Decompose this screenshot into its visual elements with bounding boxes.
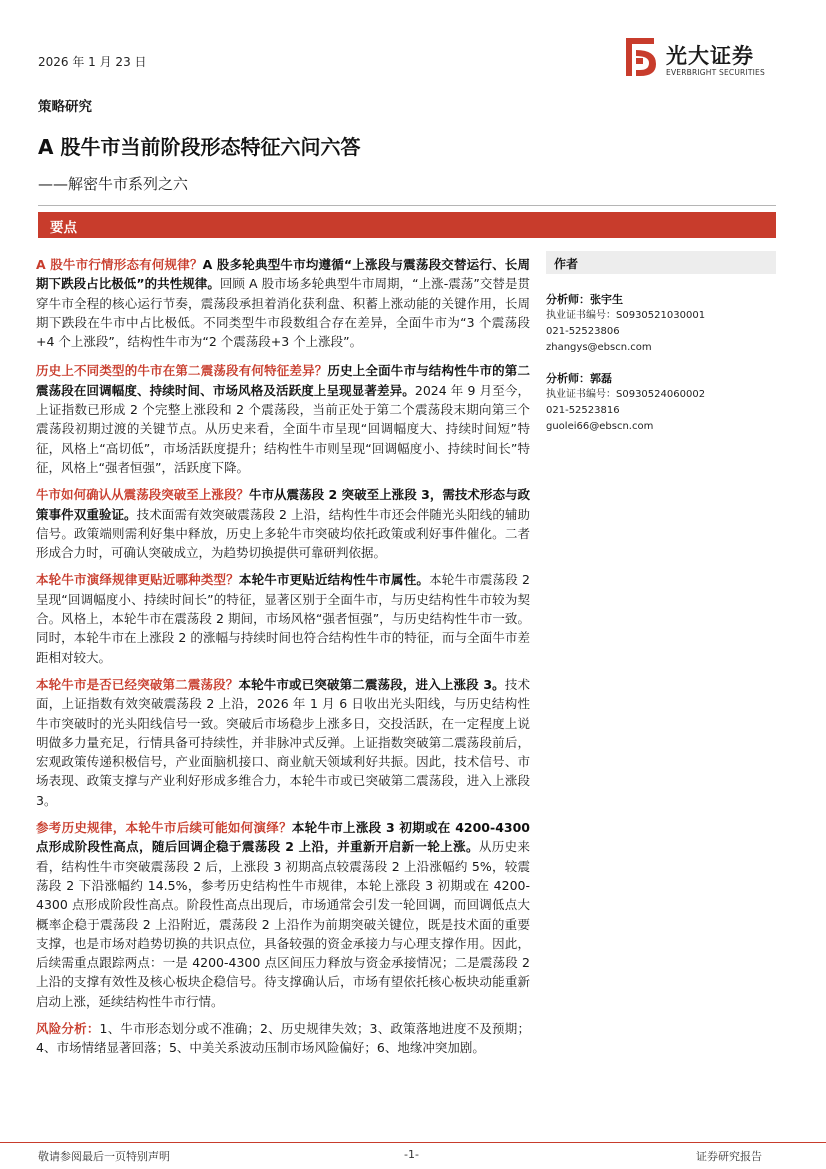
author-phone: 021-52523806: [546, 326, 620, 337]
key-question: 本轮牛市是否已经突破第二震荡段？: [36, 676, 239, 692]
header-divider: [38, 205, 776, 206]
report-date: 2026 年 1 月 23 日: [38, 55, 147, 69]
logo-name-en: EVERBRIGHT SECURITIES: [666, 68, 765, 77]
author-name: 分析师：张宇生: [546, 293, 623, 306]
section-label: 要点: [50, 220, 77, 236]
everbright-logo-icon: [626, 36, 660, 80]
key-body: 技术面需有效突破震荡段 2 上沿，结构性牛市还会伴随光头阳线的辅助信号。政策端则需利好集中释放，历史上多轮牛市突破均依托政策或利好事件催化。二者形成合力时，可确认突破成立，为趋势切换提供可靠研判依据。: [36, 506, 530, 561]
author-email[interactable]: zhangys@ebscn.com: [546, 342, 652, 353]
risk-body: 1、牛市形态划分或不准确；2、历史规律失效；3、政策落地进度不及预期；4、市场情绪显著回落；5、中美关系波动压制市场风险偏好；6、地缘冲突加剧。: [36, 1020, 530, 1056]
author-heading: 作者: [554, 257, 579, 271]
author-license: 执业证书编号：S0930521030001: [546, 310, 706, 321]
key-point-paragraph: [36, 570, 530, 666]
key-answer: 本轮牛市更贴近结构性牛市属性。: [238, 572, 430, 588]
key-body: 技术面，上证指数有效突破震荡段 2 上沿，2026 年 1 月 6 日收出光头阳线，与历史结构性牛市突破时的光头阳线信号一致。突破后市场稳步上涨多日，交投活跃，在一定程度上说明做多力量充足，行情具备可持续性，并非脉冲式反弹。上证指数突破第二震荡段前后，宏观政策传递积极信号，产业面脑机接口、商业航天领域利好共振。因此，技术信号、市场表现、政策支撑与产业利好形成多维合力，本轮牛市或已突破第二震荡段，进入上涨段 3。: [36, 676, 530, 808]
author-block: [546, 371, 776, 435]
key-point-paragraph: [36, 485, 530, 562]
page-subtitle: ——解密牛市系列之六: [38, 175, 189, 193]
author-sidebar: [546, 251, 776, 432]
key-body: 2024 年 9 月至今，上证指数已形成 2 个完整上涨段和 2 个震荡段，当前正处于第二个震荡段末期向第三个震荡段初期过渡的关键节点。从历史来看，全面牛市呈现“回调幅度大、持续时间短”特征，风格上“高切低”，市场活跃度提升；结构性牛市则呈现“回调幅度小、持续时间长”特征，风格上“强者恒强”，活跃度下降。: [36, 382, 530, 475]
risk-paragraph: [36, 1019, 530, 1058]
key-point-paragraph: [36, 361, 530, 477]
section-header-bar: [38, 212, 776, 238]
logo-name-cn: 光大证券: [666, 44, 754, 68]
author-name: 分析师：郭磊: [546, 372, 612, 385]
page-number: -1-: [404, 1148, 419, 1161]
key-point-paragraph: [36, 818, 530, 1011]
risk-label: 风险分析：: [36, 1020, 100, 1036]
key-question: 参考历史规律，本轮牛市后续可能如何演绎？: [36, 820, 292, 836]
author-phone: 021-52523816: [546, 405, 620, 416]
key-question: 历史上不同类型的牛市在第二震荡段有何特征差异？: [36, 363, 328, 379]
author-block: [546, 292, 776, 356]
key-point-paragraph: [36, 675, 530, 810]
page-title: A 股牛市当前阶段形态特征六问六答: [38, 135, 361, 159]
author-email[interactable]: guolei66@ebscn.com: [546, 421, 654, 432]
key-point-paragraph: [36, 255, 530, 351]
key-answer: 本轮牛市或已突破第二震荡段，进入上涨段 3。: [238, 676, 505, 692]
footer-divider: [0, 1142, 826, 1143]
report-category: 策略研究: [38, 99, 92, 115]
key-body: 回顾 A 股市场多轮典型牛市周期，“上涨-震荡”交替是贯穿牛市全程的核心运行节奏，震荡段承担着消化获利盘、积蓄上涨动能的关键作用，长周期下跌段在牛市中占比极低。不同类型牛市段数组合存在差异，全面牛市为“3 个震荡段+4 个上涨段”，结构性牛市为“2 个震荡段+3 个上涨段”。: [36, 276, 531, 350]
footer-disclaimer: 敬请参阅最后一页特别声明: [38, 1150, 170, 1163]
footer-report-type: 证券研究报告: [696, 1150, 762, 1163]
key-answer: 历史上全面牛市与结构性牛市的第二震荡段在回调幅度、持续时间、市场风格及活跃度上呈现显著差异。: [36, 363, 530, 398]
key-answer: A 股多轮典型牛市均遵循“上涨段与震荡段交替运行、长周期下跌段占比极低”的共性规律。: [36, 257, 530, 292]
key-question: A 股牛市行情形态有何规律？: [36, 257, 203, 272]
company-logo: [626, 36, 776, 80]
author-section-header: [546, 251, 776, 274]
key-question: 牛市如何确认从震荡段突破至上涨段？: [36, 487, 249, 503]
key-answer: 本轮牛市上涨段 3 初期或在 4200-4300 点形成阶段性高点，随后回调企稳于震荡段 2 上沿，并重新开启新一轮上涨。: [36, 820, 530, 855]
author-license: 执业证书编号：S0930524060002: [546, 389, 706, 400]
key-answer: 牛市从震荡段 2 突破至上涨段 3，需技术形态与政策事件双重验证。: [36, 487, 530, 522]
key-question: 本轮牛市演绎规律更贴近哪种类型？: [36, 572, 239, 588]
key-body: 从历史来看，结构性牛市突破震荡段 2 后，上涨段 3 初期高点较震荡段 2 上沿涨幅约 5%，较震荡段 2 下沿涨幅约 14.5%，参考历史结构性牛市规律，本轮上涨段 3 初期或在 4200-4300 点形成阶段性高点。阶段性高点出现后，市场通常会引发一轮回调，而回调低点大概率企稳于震荡段 2 上沿附近，震荡段 2 上沿作为前期突破关键位，既是技术面的重要支撑，也是市场对趋势切换的共识点位，具备较强的资金承接力与心理支撑作用。因此，后续需重点跟踪两点：一是 4200-4300 点区间压力释放与资金承接情况；二是震荡段 2 上沿的支撑有效性及核心板块企稳信号。待支撑确认后，市场有望依托核心板块动能重新启动上涨，延续结构性牛市行情。: [36, 839, 530, 1009]
key-body: 本轮牛市震荡段 2 呈现“回调幅度小、持续时间长”的特征，显著区别于全面牛市，与历史结构性牛市较为契合。风格上，本轮牛市在震荡段 2 期间，市场风格“强者恒强”，与历史结构性牛市一致。同时，本轮牛市在上涨段 2 的涨幅与持续时间也符合结构性牛市的特征，而与全面牛市差距相对较大。: [36, 572, 530, 665]
main-content: [36, 255, 530, 1066]
